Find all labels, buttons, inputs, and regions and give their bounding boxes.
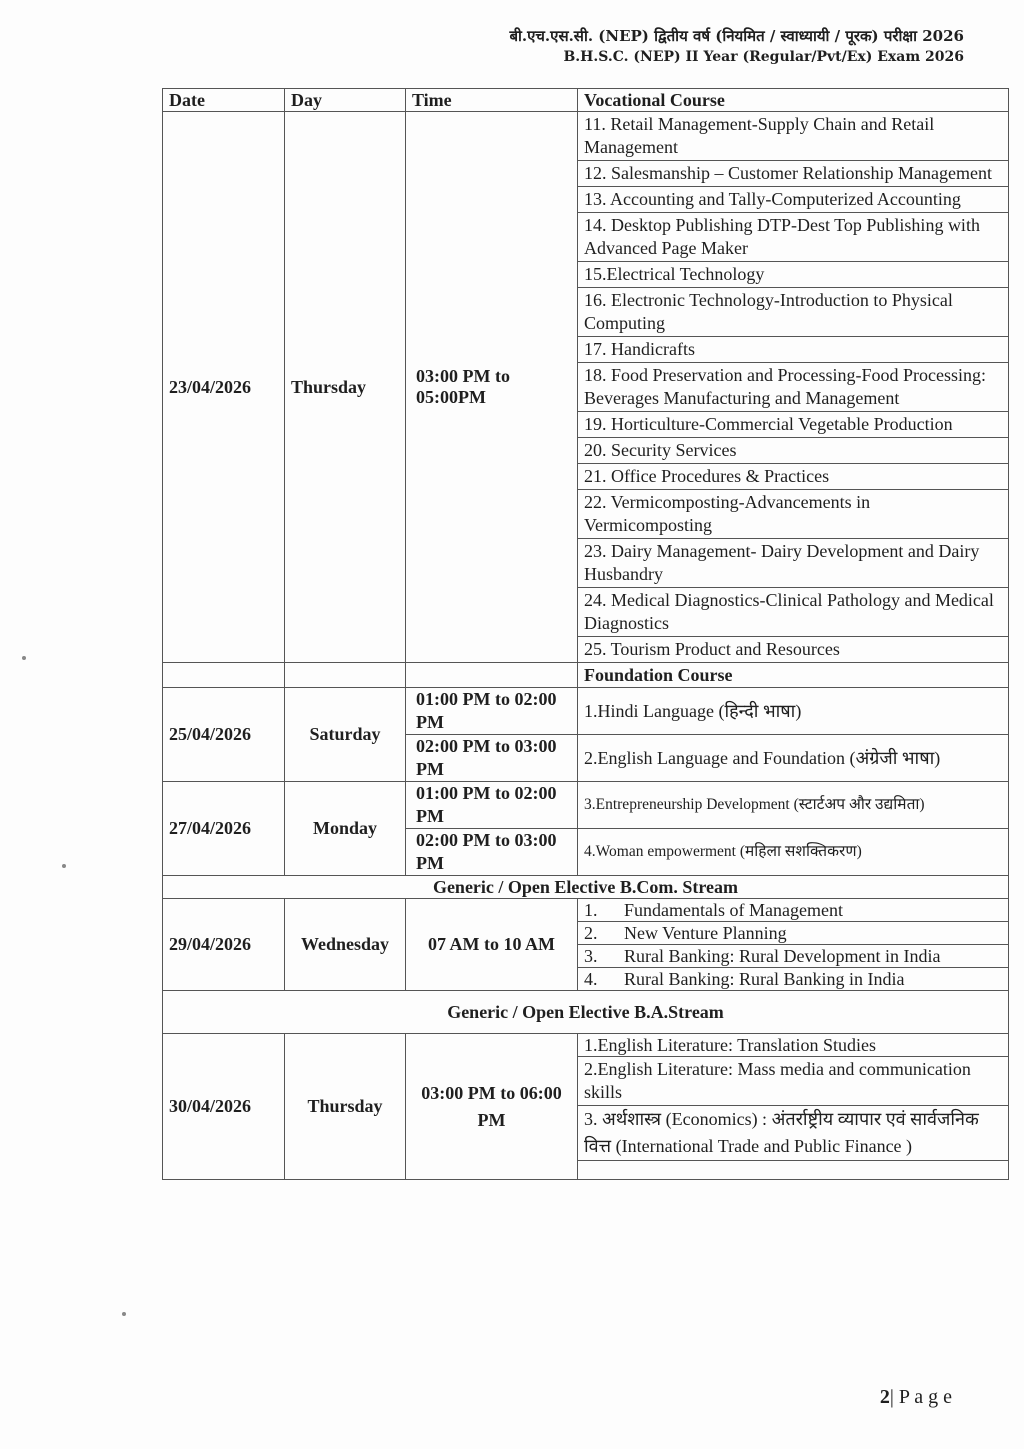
course-cell: 23. Dairy Management- Dairy Development and Dairy Husbandry — [578, 539, 1009, 588]
document-header — [509, 26, 964, 68]
time-cell: 01:00 PM to 02:00 PM — [406, 782, 578, 829]
course-name: New Venture Planning — [624, 922, 787, 943]
time-cell: 01:00 PM to 02:00 PM — [406, 688, 578, 735]
course-cell: 1.English Literature: Translation Studies — [578, 1034, 1009, 1057]
course-number: 4. — [584, 968, 598, 989]
course-cell — [578, 968, 1009, 991]
exam-schedule-table — [162, 88, 1009, 1180]
table-row — [163, 991, 1009, 1034]
course-name: Fundamentals of Management — [624, 899, 843, 920]
course-cell: 25. Tourism Product and Resources — [578, 637, 1009, 663]
time-cell: 07 AM to 10 AM — [406, 899, 578, 991]
header-hindi: बी.एच.एस.सी. (NEP) द्वितीय वर्ष (नियमित / स्वाध्यायी / पूरक) परीक्षा 2026 — [509, 27, 964, 45]
course-cell: 11. Retail Management-Supply Chain and Retail Management — [578, 112, 1009, 161]
course-cell: 13. Accounting and Tally-Computerized Accounting — [578, 187, 1009, 213]
scan-speck — [122, 1312, 126, 1316]
page-number: 2 — [879, 1386, 890, 1408]
date-cell: 25/04/2026 — [163, 688, 285, 782]
page-label: | P a g e — [889, 1386, 952, 1408]
course-cell: 4.Woman empowerment (महिला सशक्तिकरण) — [578, 829, 1009, 876]
scan-speck — [22, 656, 26, 660]
course-cell: 1.Hindi Language (हिन्दी भाषा) — [578, 688, 1009, 735]
date-cell: 27/04/2026 — [163, 782, 285, 876]
course-number: 3. — [584, 945, 598, 966]
course-cell: 24. Medical Diagnostics-Clinical Pathology and Medical Diagnostics — [578, 588, 1009, 637]
col-header-time: Time — [406, 89, 578, 112]
time-cell: 03:00 PM to 05:00PM — [406, 112, 578, 663]
table-row — [163, 663, 1009, 688]
empty-cell — [406, 663, 578, 688]
course-number: 2. — [584, 922, 598, 943]
date-cell: 29/04/2026 — [163, 899, 285, 991]
course-cell: 12. Salesmanship – Customer Relationship Management — [578, 161, 1009, 187]
course-cell — [578, 899, 1009, 922]
course-cell: 2.English Literature: Mass media and communication skills — [578, 1057, 1009, 1106]
scan-speck — [62, 864, 66, 868]
course-cell: 21. Office Procedures & Practices — [578, 464, 1009, 490]
date-cell: 30/04/2026 — [163, 1034, 285, 1180]
course-cell: 22. Vermicomposting-Advancements in Vermicomposting — [578, 490, 1009, 539]
table-row — [163, 782, 1009, 829]
table-row — [163, 899, 1009, 922]
day-cell: Thursday — [285, 1034, 406, 1180]
course-cell: 3.Entrepreneurship Development (स्टार्टअप और उद्यमिता) — [578, 782, 1009, 829]
time-cell: 02:00 PM to 03:00 PM — [406, 735, 578, 782]
table-header-row — [163, 89, 1009, 112]
day-cell: Thursday — [285, 112, 406, 663]
empty-cell — [163, 663, 285, 688]
date-cell: 23/04/2026 — [163, 112, 285, 663]
course-cell: 2.English Language and Foundation (अंग्रेजी भाषा) — [578, 735, 1009, 782]
table-row — [163, 1034, 1009, 1057]
course-cell: 18. Food Preservation and Processing-Food Processing: Beverages Manufacturing and Management — [578, 363, 1009, 412]
course-cell: 14. Desktop Publishing DTP-Dest Top Publishing with Advanced Page Maker — [578, 213, 1009, 262]
course-cell: 16. Electronic Technology-Introduction to Physical Computing — [578, 288, 1009, 337]
col-header-day: Day — [285, 89, 406, 112]
time-cell: 02:00 PM to 03:00 PM — [406, 829, 578, 876]
course-cell — [578, 945, 1009, 968]
table-row — [163, 112, 1009, 161]
table-row — [163, 688, 1009, 735]
course-cell: 20. Security Services — [578, 438, 1009, 464]
course-name: Rural Banking: Rural Banking in India — [624, 968, 905, 989]
ba-section-title: Generic / Open Elective B.A.Stream — [163, 991, 1009, 1034]
header-english: B.H.S.C. (NEP) II Year (Regular/Pvt/Ex) Exam 2026 — [563, 49, 964, 65]
page-footer — [880, 1386, 952, 1409]
col-header-date: Date — [163, 89, 285, 112]
day-cell: Saturday — [285, 688, 406, 782]
course-name: Rural Banking: Rural Development in India — [624, 945, 941, 966]
empty-cell — [578, 1161, 1009, 1180]
bcom-section-title: Generic / Open Elective B.Com. Stream — [163, 876, 1009, 899]
day-cell: Wednesday — [285, 899, 406, 991]
course-cell: 17. Handicrafts — [578, 337, 1009, 363]
course-cell: 15.Electrical Technology — [578, 262, 1009, 288]
day-cell: Monday — [285, 782, 406, 876]
course-number: 1. — [584, 899, 598, 920]
course-cell: 3. अर्थशास्त्र (Economics) : अंतर्राष्ट्रीय व्यापार एवं सार्वजनिक वित्त (International Trade and Public Finance ) — [578, 1106, 1009, 1161]
course-cell — [578, 922, 1009, 945]
time-cell: 03:00 PM to 06:00 PM — [406, 1034, 578, 1180]
table-row — [163, 876, 1009, 899]
foundation-title: Foundation Course — [578, 663, 1009, 688]
course-cell: 19. Horticulture-Commercial Vegetable Production — [578, 412, 1009, 438]
empty-cell — [285, 663, 406, 688]
col-header-course: Vocational Course — [578, 89, 1009, 112]
